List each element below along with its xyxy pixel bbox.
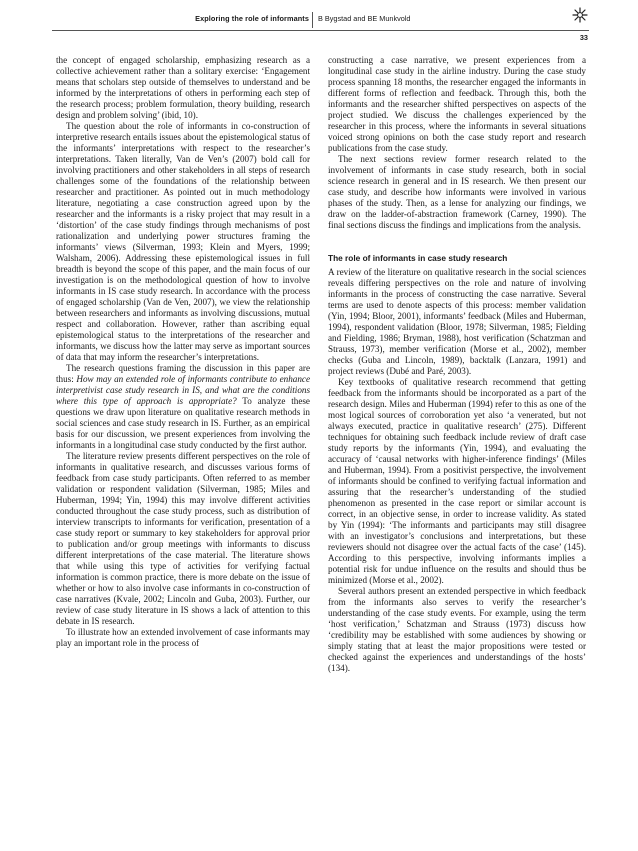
journal-logo-icon [572,7,588,23]
page-number: 33 [579,33,588,42]
text: To illustrate how an extended involvement of case informants may play an important role in the process of [56,627,310,648]
paragraph [56,121,310,363]
text: A review of the literature on qualitative research in the social sciences reveals differing perspectives on the role and nature of involving informants in the process of constructing the case narrative. Several terms are used to denote aspects of this process: member validation (Yin, 1994; Bloor, 2001), informants’ feedback (Miles and Huberman, 1994), respondent validation (Bloor, 1978; Silverman, 1985; Fielding and Fielding, 1986; Bryman, 1988), host verification (Schatzman and Strauss, 1973), member verification (Morse et al., 2002), member checks (Guba and Lincoln, 1989), backtalk (Lanzara, 1991) and project reviews (Dubé and Paré, 2003). [328,267,586,376]
running-authors: B Bygstad and BE Munkvold [318,14,411,23]
paragraph [56,451,310,627]
paragraph [328,154,586,231]
page-header [0,0,638,40]
text: constructing a case narrative, we present experiences from a longitudinal case study in the airline industry. During the case study process spanning 18 months, the researcher engaged the informants in different forms of reflection and feedback. Through this, both the informants and the researcher shifted perspectives on aspects of the project studied. We discuss the challenges experienced by the researcher in this process, where the informants in several situations voiced strong opinions on both the case study report and research publications from the case study. [328,55,586,153]
text: Several authors present an extended perspective in which feedback from the informants also serves to verify the researcher’s understanding of the case study events. For example, using the term ‘host verification,’ Schatzman and Strauss (1973) discuss how ‘credibility may be established with some audiences by showing or simply stating that at least the major propositions were tested or checked against the experiences and understandings of the hosts’ (134). [328,586,586,673]
text: The next sections review former research related to the involvement of informants in case study research, both in social science research in general and in IS research. We then present our case study, and describe how informants were involved in various phases of the study. Then, as a lense for analyzing our findings, we draw on the ladder-of-abstraction framework (Carney, 1990). The final sections discuss the findings and implications from the analysis. [328,154,586,230]
header-rule [52,30,589,31]
running-title: Exploring the role of informants [195,14,309,23]
text: the concept of engaged scholarship, emphasizing research as a collective achievement rather than a solitary exercise: ‘Engagement means that scholars step outside of themselves to understand and be informed by the interpretations of others in performing each step of the research process; problem formulation, theory building, research design and problem solving’ (ibid, 10). [56,55,310,120]
paragraph [56,627,310,649]
paragraph [328,377,586,586]
text: Key textbooks of qualitative research recommend that getting feedback from the informants should be incorporated as a part of the research design. Miles and Huberman (1994) refer to this as one of the most logical sources of corroboration yet also ‘a venerated, but not always executed, practice in qualitative research’ (275). Different techniques for obtaining such feedback include review of draft case study reports by the informants (Yin, 1994), and evaluating the accuracy of ‘causal networks with higher-inference findings’ (Miles and Huberman, 1994). From a positivist perspective, the involvement of informants should be confined to verifying factual information and assuring that the researcher’s understanding of the studied phenomenon as presented in the case report or similar account is correct, in an objective sense, in order to increase validity. As stated by Yin (1994): ‘The informants and participants may still disagree with an investigator’s conclusions and interpretations, but these reviewers should not disagree over the actual facts of the case’ (145). According to this perspective, involving informants implies a potential risk for undue influence on the results and should thus be minimized (Morse et al., 2002). [328,377,586,585]
paragraph [56,363,310,451]
paragraph [328,55,586,154]
paragraph [328,586,586,674]
section-heading: The role of informants in case study research [328,253,508,263]
text: To analyze these questions we draw upon literature on qualitative research methods in social sciences and case study research in IS. Further, as an empirical basis for our discussion, we present experiences from involving the informants in a longitudinal case study conducted by the first author. [56,396,310,450]
text: The literature review presents different perspectives on the role of informants in qualitative research, and discusses various forms of feedback from case study participants. Often referred to as member validation or respondent validation (Silverman, 1985; Miles and Huberman, 1994; Yin, 1994) this may involve different activities conducted throughout the case study process, such as distribution of interview transcripts to informants for verification, presentation of a case study report or summary to key stakeholders for approval prior to publication and/or group meetings with informants to discuss different interpretations of the case material. The literature shows that while using this type of activities for verifying factual information is common practice, there is more debate on the issue of whether or how to also involve case informants in co-construction of case narratives (Kvale, 2002; Lincoln and Guba, 2003). Further, our review of case study literature in IS shows a lack of attention to this debate in IS research. [56,451,310,626]
paragraph [56,55,310,121]
right-column [328,55,586,674]
research-question: How may an extended role of informants contribute to enhance interpretivist case study research in IS, and what are the conditions where this type of approach is appropriate? [56,374,310,406]
text: The research questions framing the discussion in this paper are thus: [56,363,310,384]
text: The question about the role of informants in co-construction of interpretive research entails issues about the epistemological status of the informants’ interpretations with respect to the researcher’s interpretations. Taken literally, Van de Ven’s (2007) bold call for involving practitioners and other stakeholders in all steps of research challenges some of the foundations of the relationship between researcher and practitioner. As pointed out in much methodology literature, negotiating a case construction agreed upon by the researcher and the informants is a risky project that may result in a ‘distortion’ of the case study findings through mechanisms of post rationalization and underlying power structures framing the informants’ views (Silverman, 1993; Klein and Myers, 1999; Walsham, 2006). Addressing these epistemological issues in full breadth is beyond the scope of this paper, and the main focus of our investigation is on the methodological question of how to involve informants in IS case study research. In accordance with the process of engaged scholarship (Van de Ven, 2007), we view the relationship between researchers and informants as involving discussions, mutual respect and collaboration. However, rather than ascribing equal epistemological status to the interpretations of the researcher and informants, we discuss how the latter may serve as important sources of data that may inform the researcher’s interpretations. [56,121,310,362]
header-divider [312,12,313,28]
paragraph [328,267,586,377]
left-column [56,55,310,649]
